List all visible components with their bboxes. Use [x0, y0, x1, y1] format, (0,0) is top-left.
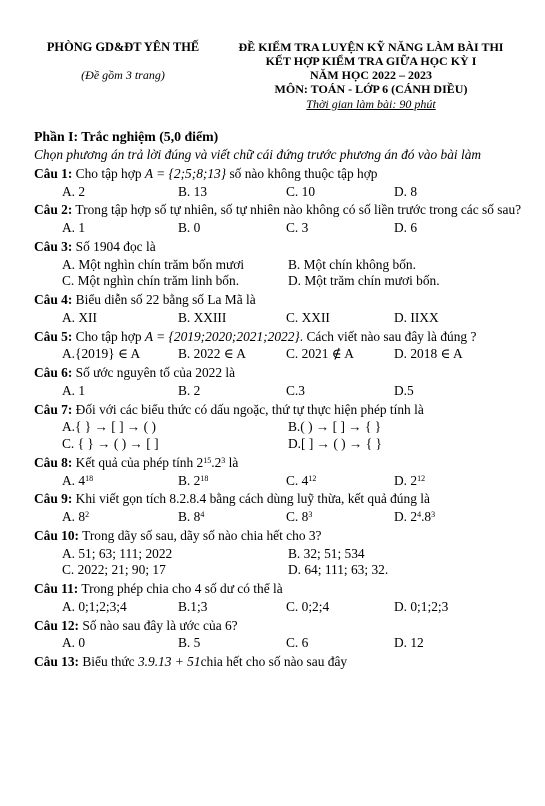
question-11-options — [34, 599, 523, 616]
question-6-options — [34, 383, 523, 400]
header-left — [34, 40, 212, 83]
question-label: Câu 1: — [34, 165, 73, 181]
question-13: Câu 13: Biểu thức 3.9.13 + 51chia hết cho số nào sau đây — [34, 654, 348, 670]
exam-title-line1: ĐỀ KIỂM TRA LUYỆN KỸ NĂNG LÀM BÀI THI — [238, 40, 504, 54]
question-4-options — [34, 310, 523, 327]
question-7: Câu 7: Đối với các biểu thức có dấu ngoặc, thứ tự thực hiện phép tính là — [34, 401, 424, 417]
subject: MÔN: TOÁN - LỚP 6 (CÁNH DIỀU) — [274, 82, 468, 97]
option-a: A. 0;1;2;3;4 — [62, 598, 127, 614]
option-c: C. XXII — [286, 309, 330, 325]
question-label: Câu 3: — [34, 238, 73, 254]
question-8-options — [34, 473, 523, 490]
set-expression: A = {2019;2020;2021;2022} — [144, 328, 300, 344]
option-b: B.( ) → [ ] → { } — [288, 419, 382, 435]
question-1-options — [34, 184, 523, 201]
question-11: Câu 11: Trong phép chia cho 4 số dư có thể là — [34, 581, 283, 597]
option-d: D. 6 — [394, 220, 418, 236]
question-4: Câu 4: Biểu diễn số 22 bằng số La Mã là — [34, 292, 256, 308]
option-b: B. $2^{18}$ — [178, 472, 209, 488]
option-a: A.{2019} ∈ A — [62, 346, 141, 362]
question-label: Câu 11: — [34, 581, 79, 597]
question-10-options — [34, 546, 523, 580]
option-b: B. $8^4$ — [178, 509, 205, 525]
school-year: NĂM HỌC 2022 – 2023 — [310, 68, 432, 83]
question-5-options — [34, 346, 523, 363]
set-expression: A = {2;5;8;13} — [144, 165, 227, 181]
question-1: Câu 1: Cho tập hợp A = {2;5;8;13} số nào không thuộc tập hợp — [34, 165, 378, 181]
option-b: B. 2 — [178, 382, 201, 398]
option-b: B. 5 — [178, 635, 201, 651]
option-b: B.1;3 — [178, 598, 208, 614]
question-6: Câu 6: Số ước nguyên tố của 2022 là — [34, 365, 236, 381]
option-c: C. Một nghìn chín trăm linh bốn. — [62, 273, 240, 289]
option-a: A. 1 — [62, 220, 86, 236]
option-d: D. $2^4.8^3$ — [394, 509, 436, 525]
math-expression: 3.9.13 + 51 — [137, 654, 201, 670]
option-c: C. 10 — [286, 183, 316, 199]
option-c: C. 2021 ∉ A — [286, 346, 354, 362]
section-title: Phần I: Trắc nghiệm (5,0 điểm) — [34, 129, 219, 144]
option-b: B. 32; 51; 534 — [288, 545, 365, 561]
question-label: Câu 2: — [34, 202, 73, 218]
option-c: C. 0;2;4 — [286, 598, 330, 614]
option-c: C. 2022; 21; 90; 17 — [62, 562, 166, 578]
option-a: A. Một nghìn chín trăm bốn mươi — [62, 256, 245, 272]
option-d: D. Một trăm chín mươi bốn. — [288, 273, 440, 289]
question-label: Câu 7: — [34, 401, 73, 417]
question-10: Câu 10: Trong dãy số sau, dãy số nào chia hết cho 3? — [34, 527, 322, 543]
option-d: D. 2018 ∈ A — [394, 346, 463, 362]
question-7-options — [34, 419, 523, 453]
option-c: C. $8^3$ — [286, 509, 313, 525]
option-c: C. $4^{12}$ — [286, 472, 317, 488]
question-3-options — [34, 257, 523, 291]
option-d: D.[ ] → ( ) → { } — [288, 436, 382, 452]
option-a: A. $8^2$ — [62, 509, 90, 525]
option-b: B. Một chín không bốn. — [288, 256, 416, 272]
question-8: Câu 8: Kết quả của phép tính $2^{15}.2^3$ là — [34, 454, 239, 470]
question-2-options — [34, 220, 523, 237]
option-d: D. 12 — [394, 635, 424, 651]
option-d: D. 64; 111; 63; 32. — [288, 562, 389, 578]
question-9-options — [34, 509, 523, 526]
question-label: Câu 9: — [34, 491, 73, 507]
department-name: PHÒNG GD&ĐT YÊN THẾ — [46, 40, 200, 54]
option-b: B. XXIII — [178, 309, 227, 325]
option-d: D. 0;1;2;3 — [394, 598, 449, 614]
option-c: C. 6 — [286, 635, 309, 651]
option-d: D. IIXX — [394, 309, 439, 325]
question-label: Câu 5: — [34, 328, 73, 344]
time-allowed: Thời gian làm bài: 90 phút — [306, 96, 436, 111]
option-a: A. 51; 63; 111; 2022 — [62, 545, 173, 561]
option-d: D. 8 — [394, 183, 418, 199]
option-b: B. 2022 ∈ A — [178, 346, 246, 362]
header-right — [230, 40, 512, 111]
question-label: Câu 4: — [34, 292, 73, 308]
option-d: D.5 — [394, 382, 414, 398]
question-label: Câu 8: — [34, 454, 73, 470]
question-label: Câu 6: — [34, 365, 73, 381]
question-label: Câu 12: — [34, 617, 80, 633]
option-a: A. 2 — [62, 183, 86, 199]
option-c: C. { } → ( ) → [ ] — [62, 436, 159, 452]
option-a: A. 0 — [62, 635, 86, 651]
page-count-note: (Đề gồm 3 trang) — [81, 67, 165, 82]
option-a: A. $4^{18}$ — [62, 472, 94, 488]
question-12: Câu 12: Số nào sau đây là ước của 6? — [34, 617, 238, 633]
option-c: C. 3 — [286, 220, 309, 236]
option-a: A. XII — [62, 309, 97, 325]
question-2: Câu 2: Trong tập hợp số tự nhiên, số tự nhiên nào không có số liền trước trong các số sau? — [34, 202, 522, 218]
question-3: Câu 3: Số 1904 đọc là — [34, 238, 156, 254]
option-c: C.3 — [286, 382, 305, 398]
exam-title-line2: KẾT HỢP KIỂM TRA GIỮA HỌC KỲ I — [265, 54, 477, 69]
question-label: Câu 13: — [34, 654, 80, 670]
option-d: D. $2^{12}$ — [394, 472, 426, 488]
question-label: Câu 10: — [34, 527, 80, 543]
exam-header — [34, 0, 523, 126]
option-a: A.{ } → [ ] → ( ) — [62, 419, 156, 435]
instruction: Chọn phương án trả lời đúng và viết chữ cái đứng trước phương án đó vào bài làm — [34, 147, 482, 163]
option-a: A. 1 — [62, 382, 86, 398]
option-b: B. 13 — [178, 183, 208, 199]
question-9: Câu 9: Khi viết gọn tích 8.2.8.4 bằng cách dùng luỹ thừa, kết quả đúng là — [34, 491, 430, 507]
question-5: Câu 5: Cho tập hợp A = {2019;2020;2021;2022}. Cách viết nào sau đây là đúng ? — [34, 328, 477, 344]
question-12-options — [34, 635, 523, 652]
option-b: B. 0 — [178, 220, 201, 236]
